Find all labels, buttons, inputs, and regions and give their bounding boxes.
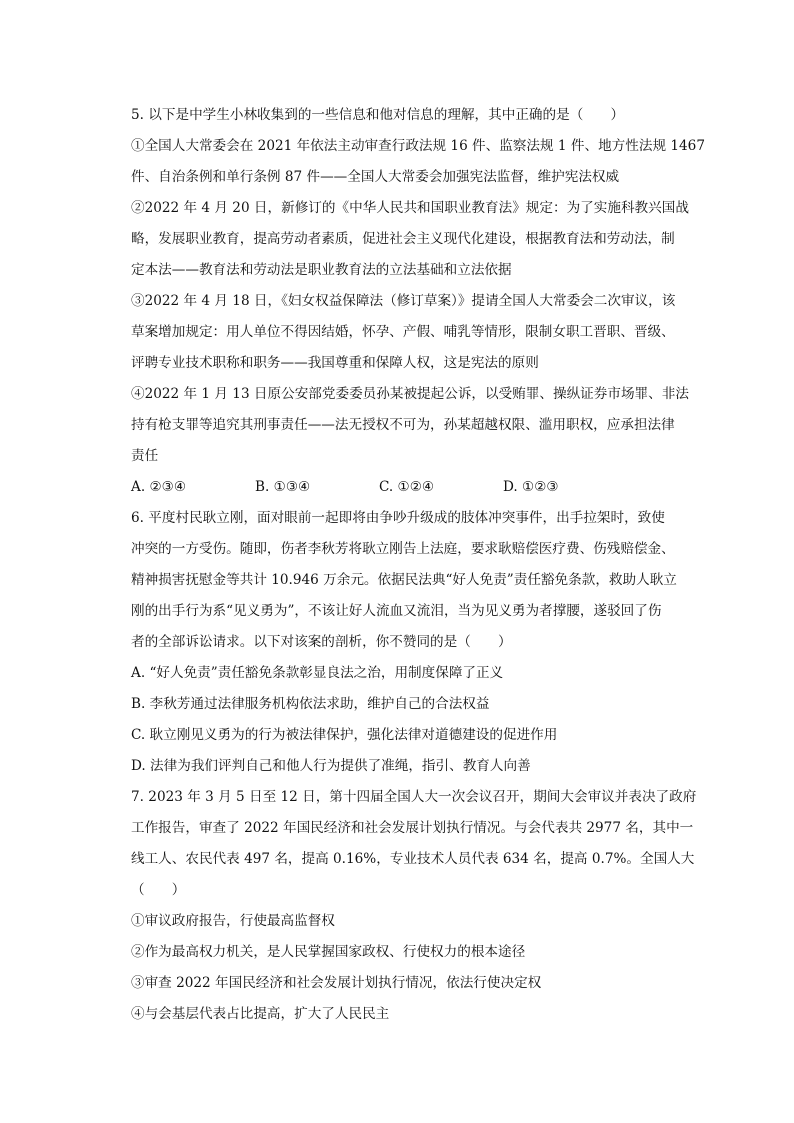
question-5-text-line: 草案增加规定：用人单位不得因结婚，怀孕、产假、哺乳等情形，限制女职工晋职、晋级、 (131, 324, 675, 340)
question-5-option-d: D. ①②③ (503, 479, 559, 495)
question-6-option-a: A. “好人免责”责任豁免条款彰显良法之治，用制度保障了正义 (131, 665, 504, 681)
question-5-text-line: 件、自治条例和单行条例 87 件——全国人大常委会加强宪法监督，维护宪法权威 (131, 169, 620, 185)
question-5-text-line: 责任 (131, 448, 159, 464)
question-7-answer-blank: （ ） (131, 882, 186, 898)
question-7-text-line: 工作报告，审查了 2022 年国民经济和社会发展计划执行情况。与会代表共 2977 名，其中一 (131, 820, 694, 836)
question-5-text-line: 持有枪支罪等追究其刑事责任——法无授权不可为，孙某超越权限、滥用职权，应承担法律 (131, 417, 675, 433)
question-5-text-line: 定本法——教育法和劳动法是职业教育法的立法基础和立法依据 (131, 262, 512, 278)
question-7-text-line: 线工人、农民代表 497 名，提高 0.16%，专业技术人员代表 634 名，提高 0.7%。全国人大 (131, 851, 695, 867)
question-7-statement-1: ①审议政府报告，行使最高监督权 (131, 913, 335, 929)
question-content (131, 100, 705, 1030)
question-5-text-line: ①全国人大常委会在 2021 年依法主动审查行政法规 16 件、监察法规 1 件、地方性法规 1467 (131, 138, 705, 154)
question-7-stem: 7. 2023 年 3 月 5 日至 12 日，第十四届全国人大一次会议召开，期间大会审议并表决了政府 (131, 789, 697, 805)
question-5-text-line: 评聘专业技术职称和职务——我国尊重和保障人权，这是宪法的原则 (131, 355, 539, 371)
question-5-stem: 5. 以下是中学生小林收集到的一些信息和他对信息的理解，其中正确的是（ ） (131, 107, 625, 123)
question-5-text-line: ③2022 年 4 月 18 日，《妇女权益保障法（修订草案）》提请全国人大常委会二次审议，该 (131, 293, 676, 309)
question-7-statement-2: ②作为最高权力机关，是人民掌握国家政权、行使权力的根本途径 (131, 944, 526, 960)
question-7 (131, 782, 697, 1030)
question-6-option-b: B. 李秋芳通过法律服务机构依法求助，维护自己的合法权益 (131, 696, 490, 712)
question-6-option-d: D. 法律为我们评判自己和他人行为提供了准绳，指引、教育人向善 (131, 758, 531, 774)
question-5-text-line: ②2022 年 4 月 20 日，新修订的《中华人民共和国职业教育法》规定：为了实施科教兴国战 (131, 200, 689, 216)
question-6-text-line: 精神损害抚慰金等共计 10.946 万余元。依据民法典“好人免责”责任豁免条款，救助人耿立 (131, 572, 677, 588)
question-6-text-line: 冲突的一方受伤。随即，伤者李秋芳将耿立刚告上法庭，要求耿赔偿医疗费、伤残赔偿金、 (131, 541, 675, 557)
question-5-option-b: B. ①③④ (255, 479, 311, 495)
question-7-statement-4: ④与会基层代表占比提高，扩大了人民民主 (131, 1006, 390, 1022)
question-7-statement-3: ③审查 2022 年国民经济和社会发展计划执行情况，依法行使决定权 (131, 975, 542, 991)
question-5-option-a: A. ②③④ (131, 479, 187, 495)
question-5-text-line: ④2022 年 1 月 13 日原公安部党委委员孙某被提起公诉，以受贿罪、操纵证券市场罪、非法 (131, 386, 689, 402)
question-6-text-line: 刚的出手行为系“见义勇为”，不该让好人流血又流泪，当为见义勇为者撑腰，遂驳回了伤 (131, 603, 662, 619)
question-5 (131, 100, 705, 503)
question-5-option-c: C. ①②④ (379, 479, 435, 495)
question-5-options (131, 472, 691, 503)
question-5-text-line: 略，发展职业教育，提高劳动者素质，促进社会主义现代化建设，根据教育法和劳动法，制 (131, 231, 675, 247)
question-6-option-c: C. 耿立刚见义勇为的行为被法律保护，强化法律对道德建设的促进作用 (131, 727, 558, 743)
question-6-stem: 6. 平度村民耿立刚，面对眼前一起即将由争吵升级成的肢体冲突事件，出手拉架时，致使 (131, 510, 665, 526)
question-6-text-line: 者的全部诉讼请求。以下对该案的剖析，你不赞同的是（ ） (131, 634, 512, 650)
question-6 (131, 503, 691, 782)
